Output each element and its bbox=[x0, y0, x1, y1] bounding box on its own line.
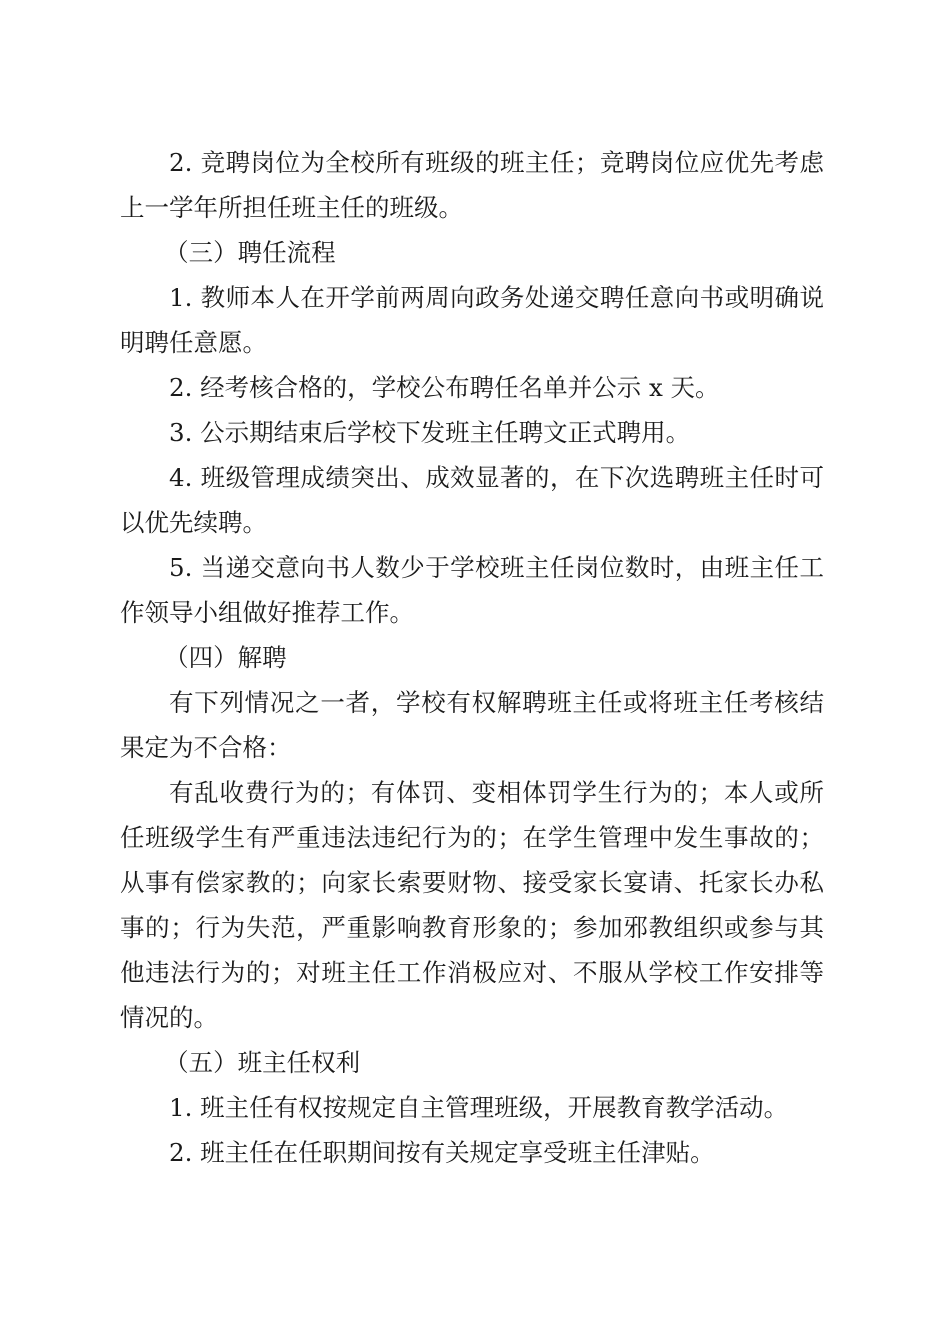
para-process-5: 5. 当递交意向书人数少于学校班主任岗位数时，由班主任工作领导小组做好推荐工作。 bbox=[120, 553, 824, 627]
para-process-2: 2. 经考核合格的，学校公布聘任名单并公示 x 天。 bbox=[169, 373, 720, 402]
para-rights-1: 1. 班主任有权按规定自主管理班级，开展教育教学活动。 bbox=[169, 1093, 789, 1122]
heading-rights: （五）班主任权利 bbox=[164, 1048, 361, 1077]
para-dismissal-intro: 有下列情况之一者，学校有权解聘班主任或将班主任考核结果定为不合格： bbox=[120, 688, 824, 762]
para-item-2-positions: 2. 竞聘岗位为全校所有班级的班主任；竞聘岗位应优先考虑上一学年所担任班主任的班级。 bbox=[120, 148, 824, 222]
document-body bbox=[120, 140, 824, 1175]
heading-appointment-process: （三）聘任流程 bbox=[164, 238, 336, 267]
heading-dismissal: （四）解聘 bbox=[164, 643, 287, 672]
para-rights-2: 2. 班主任在任职期间按有关规定享受班主任津贴。 bbox=[169, 1138, 715, 1167]
para-dismissal-conditions: 有乱收费行为的；有体罚、变相体罚学生行为的；本人或所任班级学生有严重违法违纪行为的；在学生管理中发生事故的；从事有偿家教的；向家长索要财物、接受家长宴请、托家长办私事的；行为失范，严重影响教育形象的；参加邪教组织或参与其他违法行为的；对班主任工作消极应对、不服从学校工作安排等情况的。 bbox=[120, 778, 824, 1032]
para-process-4: 4. 班级管理成绩突出、成效显著的，在下次选聘班主任时可以优先续聘。 bbox=[120, 463, 824, 537]
para-process-1: 1. 教师本人在开学前两周向政务处递交聘任意向书或明确说明聘任意愿。 bbox=[120, 283, 824, 357]
para-process-3: 3. 公示期结束后学校下发班主任聘文正式聘用。 bbox=[169, 418, 691, 447]
